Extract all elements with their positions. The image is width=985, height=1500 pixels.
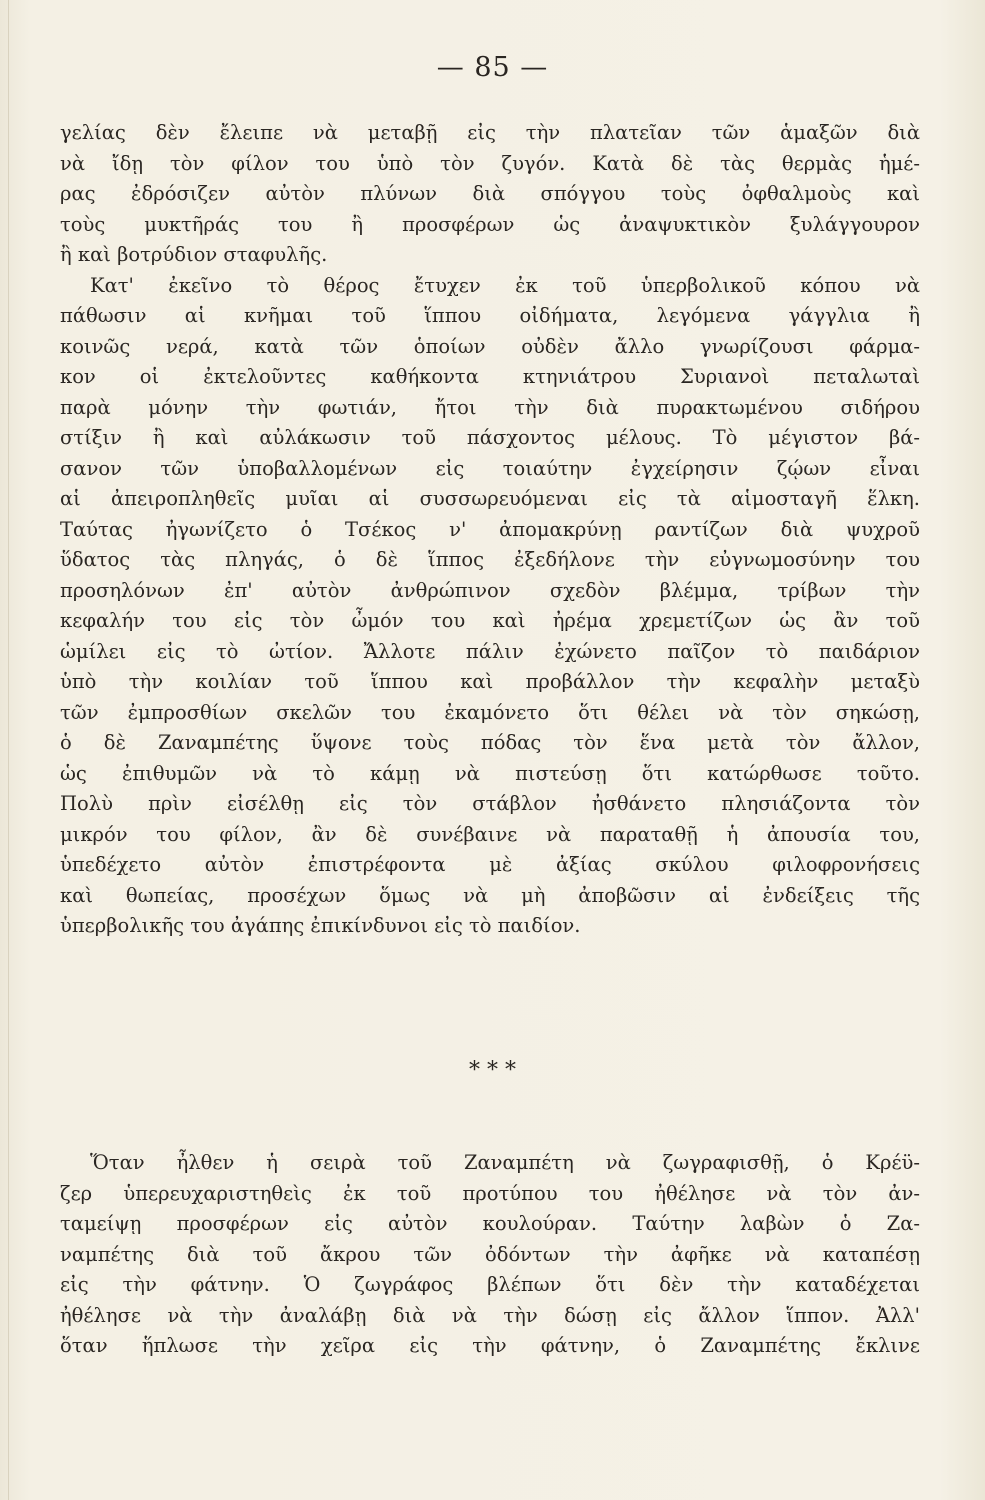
text-block-lower: [60, 1148, 920, 1362]
text-line: ἠθέλησε νὰ τὴν ἀναλάβῃ διὰ νὰ τὴν δώσῃ εἰς ἄλλον ἵππον. Ἀλλ': [60, 1303, 920, 1327]
text-line: τῶν ἐμπροσθίων σκελῶν του ἐκαμόνετο ὅτι θέλει νὰ τὸν σηκώσῃ,: [60, 700, 920, 724]
text-line: νὰ ἴδῃ τὸν φίλον του ὑπὸ τὸν ζυγόν. Κατὰ δὲ τὰς θερμὰς ἡμέ-: [60, 151, 920, 175]
text-line: μικρόν του φίλον, ἂν δὲ συνέβαινε νὰ παραταθῇ ἡ ἀπουσία του,: [60, 822, 920, 846]
text-line: καὶ θωπείας, προσέχων ὅμως νὰ μὴ ἀποβῶσιν αἱ ἐνδείξεις τῆς: [60, 883, 920, 907]
text-line: σανον τῶν ὑποβαλλομένων εἰς τοιαύτην ἐγχείρησιν ζῴων εἶναι: [60, 456, 920, 480]
text-line: Ταύτας ἠγωνίζετο ὁ Τσέκος ν' ἀπομακρύνῃ ραντίζων διὰ ψυχροῦ: [60, 517, 920, 541]
text-line: ὡμίλει εἰς τὸ ὠτίον. Ἄλλοτε πάλιν ἐχώνετο παῖζον τὸ παιδάριον: [60, 639, 920, 663]
text-line: Πολὺ πρὶν εἰσέλθῃ εἰς τὸν στάβλον ἠσθάνετο πλησιάζοντα τὸν: [60, 792, 920, 815]
text-line: ὁ δὲ Ζαναμπέτης ὕψονε τοὺς πόδας τὸν ἕνα μετὰ τὸν ἄλλον,: [60, 731, 920, 754]
text-line: ὅταν ἥπλωσε τὴν χεῖρα εἰς τὴν φάτνην, ὁ Ζαναμπέτης ἔκλινε: [60, 1334, 920, 1357]
text-line: αἱ ἀπειροπληθεῖς μυῖαι αἱ συσσωρευόμεναι εἰς τὰ αἱμοσταγῆ ἕλκη.: [60, 487, 920, 510]
text-line: Ὅταν ἦλθεν ἡ σειρὰ τοῦ Ζαναμπέτη νὰ ζωγραφισθῇ, ὁ Κρέϋ-: [90, 1151, 920, 1174]
text-line: κοινῶς νερά, κατὰ τῶν ὁποίων οὐδὲν ἄλλο γνωρίζουσι φάρμα-: [60, 334, 920, 358]
page-edge-divider: [8, 0, 9, 1500]
text-line: τοὺς μυκτῆράς του ἢ προσφέρων ὡς ἀναψυκτικὸν ξυλάγγουρον: [60, 212, 920, 236]
text-line: ζερ ὑπερευχαριστηθεὶς ἐκ τοῦ προτύπου του ἠθέλησε νὰ τὸν ἀν-: [60, 1181, 920, 1205]
text-line: ρας ἐδρόσιζεν αὐτὸν πλύνων διὰ σπόγγου τοὺς ὀφθαλμοὺς καὶ: [60, 182, 920, 205]
text-line: ταμείψῃ προσφέρων εἰς αὐτὸν κουλούραν. Ταύτην λαβὼν ὁ Ζα-: [60, 1212, 920, 1235]
text-block-upper: [60, 118, 920, 942]
text-line: ὑπὸ τὴν κοιλίαν τοῦ ἵππου καὶ προβάλλον τὴν κεφαλὴν μεταξὺ: [60, 670, 920, 693]
text-line: κεφαλήν του εἰς τὸν ὦμόν του καὶ ἠρέμα χρεμετίζων ὡς ἂν τοῦ: [60, 609, 920, 632]
text-line: ναμπέτης διὰ τοῦ ἄκρου τῶν ὀδόντων τὴν ἀφῆκε νὰ καταπέσῃ: [60, 1242, 920, 1266]
text-line: ὕδατος τὰς πληγάς, ὁ δὲ ἵππος ἐξεδήλονε τὴν εὐγνωμοσύνην του: [60, 548, 920, 571]
text-line: ὑπεδέχετο αὐτὸν ἐπιστρέφοντα μὲ ἀξίας σκύλου φιλοφρονήσεις: [60, 853, 920, 876]
text-line: ἢ καὶ βοτρύδιον σταφυλῆς.: [60, 243, 328, 266]
text-line: Κατ' ἐκεῖνο τὸ θέρος ἔτυχεν ἐκ τοῦ ὑπερβολικοῦ κόπου νὰ: [90, 273, 920, 297]
text-line: κον οἱ ἐκτελοῦντες καθήκοντα κτηνιάτρου Συριανοὶ πεταλωταὶ: [60, 365, 920, 388]
text-line: ὑπερβολικῆς του ἀγάπης ἐπικίνδυνοι εἰς τὸ παιδίον.: [60, 914, 581, 937]
text-line: ὡς ἐπιθυμῶν νὰ τὸ κάμῃ νὰ πιστεύσῃ ὅτι κατώρθωσε τοῦτο.: [60, 761, 920, 785]
text-line: πάθωσιν αἱ κνῆμαι τοῦ ἵππου οἰδήματα, λεγόμενα γάγγλια ἢ: [60, 304, 920, 327]
text-line: εἰς τὴν φάτνην. Ὁ ζωγράφος βλέπων ὅτι δὲν τὴν καταδέχεται: [60, 1273, 920, 1296]
text-line: γελίας δὲν ἔλειπε νὰ μεταβῇ εἰς τὴν πλατεῖαν τῶν ἁμαξῶν διὰ: [60, 121, 920, 144]
text-line: παρὰ μόνην τὴν φωτιάν, ἤτοι τὴν διὰ πυρακτωμένου σιδήρου: [60, 395, 920, 419]
page-number: — 85 —: [436, 52, 549, 83]
section-separator: * * *: [469, 1058, 516, 1083]
text-line: στίξιν ἢ καὶ αὐλάκωσιν τοῦ πάσχοντος μέλους. Τὸ μέγιστον βά-: [60, 426, 920, 449]
text-line: προσηλόνων ἐπ' αὐτὸν ἀνθρώπινον σχεδὸν βλέμμα, τρίβων τὴν: [60, 578, 920, 602]
